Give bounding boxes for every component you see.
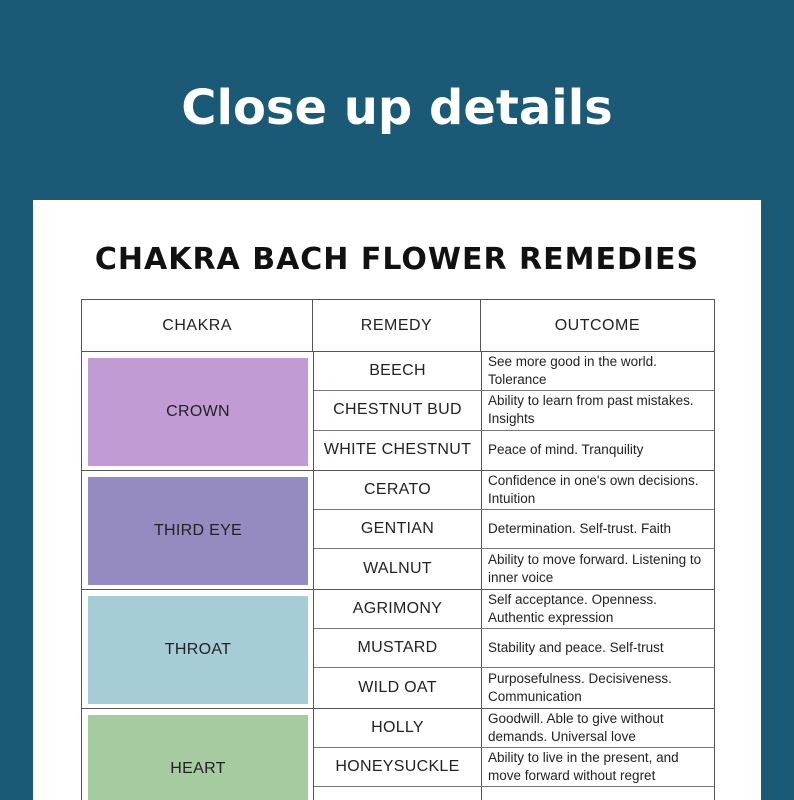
remedy-cell: CHESTNUT BUD [314, 391, 482, 429]
table-row [314, 590, 714, 629]
sheet-title: CHAKRA BACH FLOWER REMEDIES [94, 242, 700, 277]
table-row [314, 549, 714, 588]
outcome-cell: Self acceptance. Openness. Authentic expression [488, 591, 657, 625]
outcome-cell: Ability to move forward. Listening to inner voice [488, 552, 702, 586]
outcome-cell: Purposefulness. Decisiveness. Communication [488, 671, 672, 705]
remedy-cell: HONEYSUCKLE [314, 748, 482, 786]
chakra-label: THROAT [88, 596, 308, 704]
chakra-label: HEART [88, 715, 308, 800]
outcome-cell: Confidence in one's own decisions. Intuition [488, 473, 699, 507]
chakra-group [81, 471, 715, 590]
outcome-cell: Determination. Self-trust. Faith [488, 521, 672, 537]
remedy-cell: WALNUT [314, 549, 482, 588]
table-row [314, 352, 714, 391]
table-row [314, 709, 714, 748]
outcome-cell: Stability and peace. Self-trust [488, 640, 664, 656]
outcome-cell: See more good in the world. Tolerance [488, 354, 657, 388]
table-row [314, 391, 714, 430]
chakra-group [81, 709, 715, 800]
table-body [81, 352, 715, 800]
chakra-cell [82, 352, 314, 470]
chakra-cell [82, 471, 314, 589]
table-row [314, 510, 714, 549]
header-remedy: REMEDY [313, 300, 480, 351]
remedy-cell: WILD OAT [314, 668, 482, 707]
header-outcome: OUTCOME [554, 316, 640, 334]
table-header [81, 299, 715, 352]
table-row [314, 629, 714, 668]
remedy-cell: HOLLY [314, 709, 482, 747]
outcome-cell: Goodwill. Able to give without demands. Universal love [488, 710, 664, 744]
chakra-label: THIRD EYE [88, 477, 308, 585]
outcome-cell: Peace of mind. Tranquility [488, 442, 644, 458]
remedy-cell: AGRIMONY [314, 590, 482, 628]
chart-sheet [33, 200, 761, 800]
remedy-cell: CERATO [314, 471, 482, 509]
chakra-group [81, 590, 715, 709]
header-chakra: CHAKRA [82, 300, 313, 351]
remedy-cell: GENTIAN [314, 510, 482, 548]
outcome-cell: Ability to learn from past mistakes. Insights [488, 393, 694, 427]
banner-title: Close up details [181, 80, 613, 136]
remedy-cell: BEECH [314, 352, 482, 390]
table-row [314, 748, 714, 787]
table-row [314, 471, 714, 510]
chakra-group [81, 352, 715, 471]
chakra-cell [82, 709, 314, 800]
remedy-cell: MUSTARD [314, 629, 482, 667]
table-row [314, 668, 714, 707]
remedies-table [81, 299, 715, 800]
chakra-cell [82, 590, 314, 708]
outcome-cell: Ability to live in the present, and move forward without regret [488, 750, 679, 784]
table-row [314, 431, 714, 470]
chakra-label: CROWN [88, 358, 308, 466]
remedy-cell: WHITE CHESTNUT [314, 431, 482, 470]
